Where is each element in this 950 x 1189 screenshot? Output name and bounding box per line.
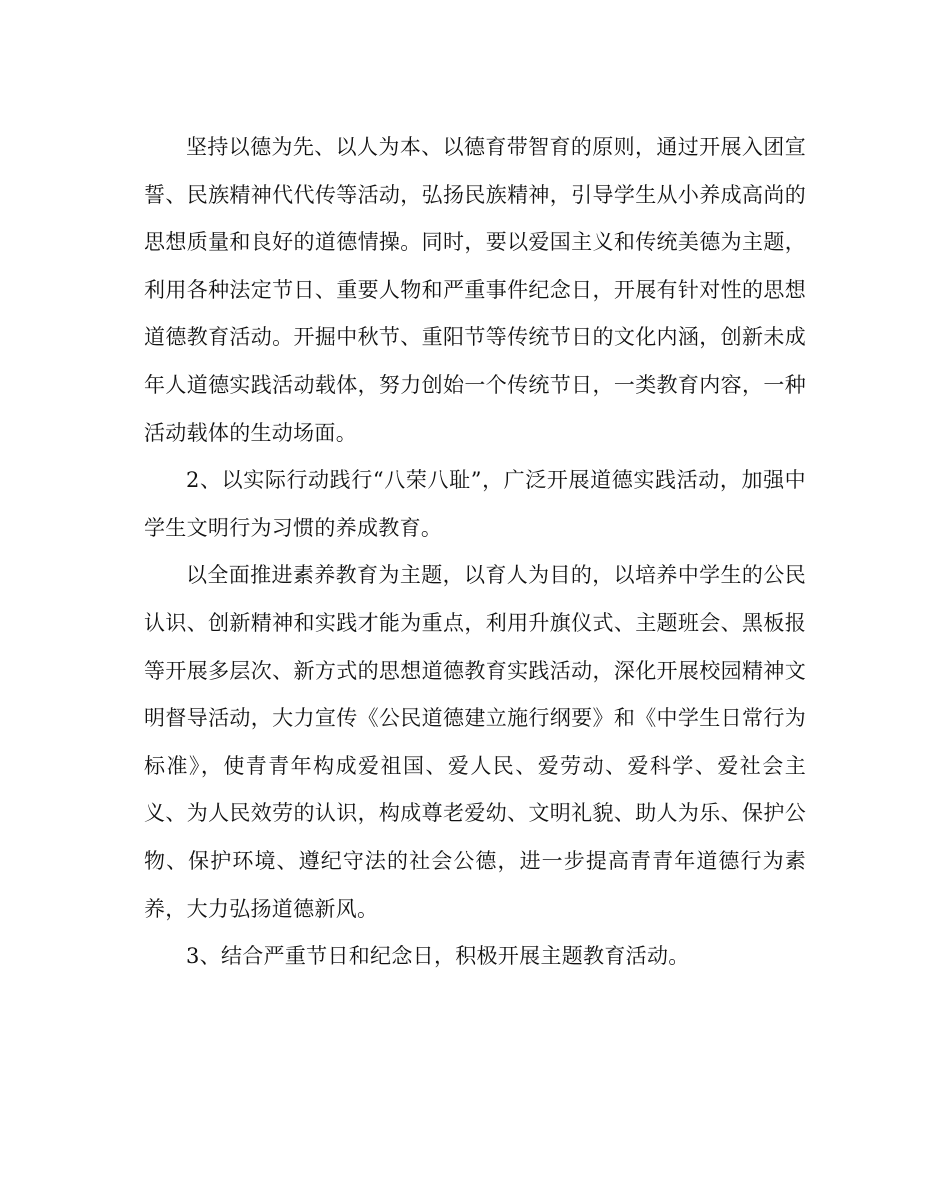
paragraph-4: 3、结合严重节日和纪念日，积极开展主题教育活动。: [186, 944, 690, 969]
paragraph-3: 以全面推进素养教育为主题，以育人为目的，以培养中学生的公民认识、创新精神和实践才能为重点，利用升旗仪式、主题班会、黑板报等开展多层次、新方式的思想道德教育实践活动，深化开展校园精神文明督导活动，大力宣传《公民道德建立施行纲要》和《中学生日常行为标准》，使青青年构成爱祖国、爱人民、爱劳动、爱科学、爱社会主义、为人民效劳的认识，构成尊老爱幼、文明礼貌、助人为乐、保护公物、保护环境、遵纪守法的社会公德，进一步提高青青年道德行为素养，大力弘扬道德新风。: [144, 563, 806, 921]
document-body: [144, 124, 806, 981]
paragraph-2: 2、以实际行动践行“八荣八耻”，广泛开展道德实践活动，加强中学生文明行为习惯的养成教育。: [144, 468, 806, 540]
paragraph-1: 坚持以德为先、以人为本、以德育带智育的原则，通过开展入团宣誓、民族精神代代传等活动，弘扬民族精神，引导学生从小养成高尚的思想质量和良好的道德情操。同时，要以爱国主义和传统美德为主题，利用各种法定节日、重要人物和严重事件纪念日，开展有针对性的思想道德教育活动。开掘中秋节、重阳节等传统节日的文化内涵，创新未成年人道德实践活动载体，努力创始一个传统节日，一类教育内容，一种活动载体的生动场面。: [144, 135, 806, 445]
